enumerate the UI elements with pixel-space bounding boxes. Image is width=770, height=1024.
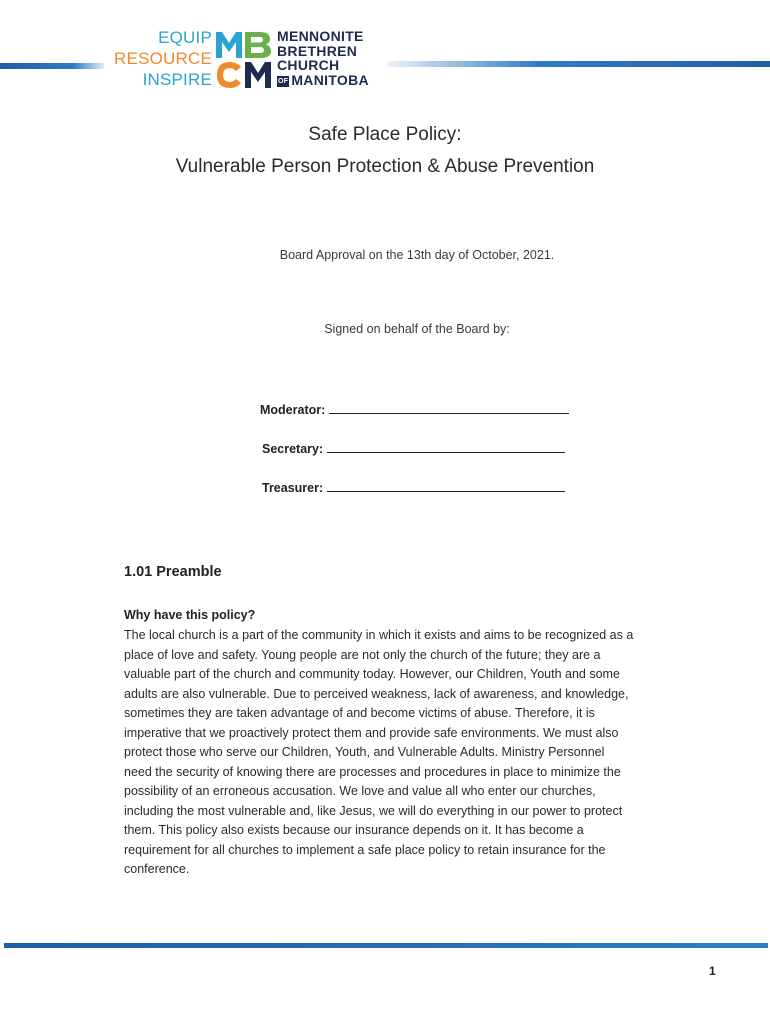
tagline-inspire: INSPIRE	[142, 70, 212, 89]
page-number: 1	[709, 964, 716, 978]
header-stripe-right	[388, 61, 770, 67]
church-name-line-3: CHURCH	[277, 57, 340, 73]
paragraph-line: conference.	[124, 862, 190, 876]
document-title: Safe Place Policy:	[308, 124, 462, 145]
church-name-line-2: BRETHREN	[277, 42, 358, 59]
footer-stripe	[4, 943, 768, 948]
section-heading: 1.01 Preamble	[124, 564, 222, 580]
paragraph-line: requirement for all churches to implement a safe place policy to retain insurance for the	[124, 842, 606, 857]
church-name-manitoba: MANITOBA	[291, 71, 369, 88]
signature-label: Moderator:	[260, 403, 326, 417]
church-name-line-1: MENNONITE	[277, 28, 364, 44]
preamble-paragraph	[124, 626, 724, 880]
paragraph-line: them. This policy also exists because our insurance depends on it. It has become a	[124, 823, 584, 837]
signature-line	[327, 441, 565, 453]
paragraph-line: including the most vulnerable and, like Jesus, we will do everything in our power to protect	[124, 803, 623, 818]
mbcm-logo-mark-icon	[214, 30, 274, 90]
signature-treasurer	[262, 480, 565, 495]
signature-line	[329, 402, 569, 414]
logo-tagline	[110, 27, 212, 90]
paragraph-line: protect those who serve our Children, Youth, and Vulnerable Adults. Ministry Personnel	[124, 745, 605, 759]
of-badge: OF	[278, 77, 289, 85]
section-subheading: Why have this policy?	[124, 608, 256, 622]
signature-label: Treasurer:	[262, 481, 324, 495]
document-subtitle: Vulnerable Person Protection & Abuse Prevention	[175, 156, 595, 177]
paragraph-line: imperative that we proactively protect them and provide safe environments. We must also	[124, 725, 619, 740]
signature-moderator	[260, 402, 569, 417]
tagline-resource: RESOURCE	[114, 49, 212, 68]
paragraph-line: possibility of an erroneous accusation. We love and value all who enter our churches,	[124, 784, 596, 798]
church-name	[277, 29, 369, 87]
signature-secretary	[262, 441, 565, 456]
signature-line	[327, 480, 565, 492]
paragraph-line: place of love and safety. Young people are not only the church of the future; they are a	[124, 647, 601, 662]
paragraph-line: adults are also vulnerable. Due to perceived weakness, lack of awareness, and knowledge,	[124, 686, 629, 701]
church-name-line-4	[277, 73, 369, 88]
signed-on-behalf-text: Signed on behalf of the Board by:	[324, 322, 510, 336]
board-approval-text: Board Approval on the 13th day of October, 2021.	[279, 248, 555, 262]
signature-label: Secretary:	[262, 442, 324, 456]
paragraph-line: The local church is a part of the community in which it exists and aims to be recognized as a	[124, 628, 634, 642]
paragraph-line: sometimes they are taken advantage of and become victims of abuse. Therefore, it is	[124, 706, 595, 720]
header-stripe-left	[0, 63, 104, 69]
tagline-equip: EQUIP	[158, 28, 212, 47]
paragraph-line: need the security of knowing there are processes and procedures in place to minimize the	[124, 764, 621, 779]
paragraph-line: valuable part of the church and community today. However, our Children, Youth and some	[124, 667, 620, 681]
